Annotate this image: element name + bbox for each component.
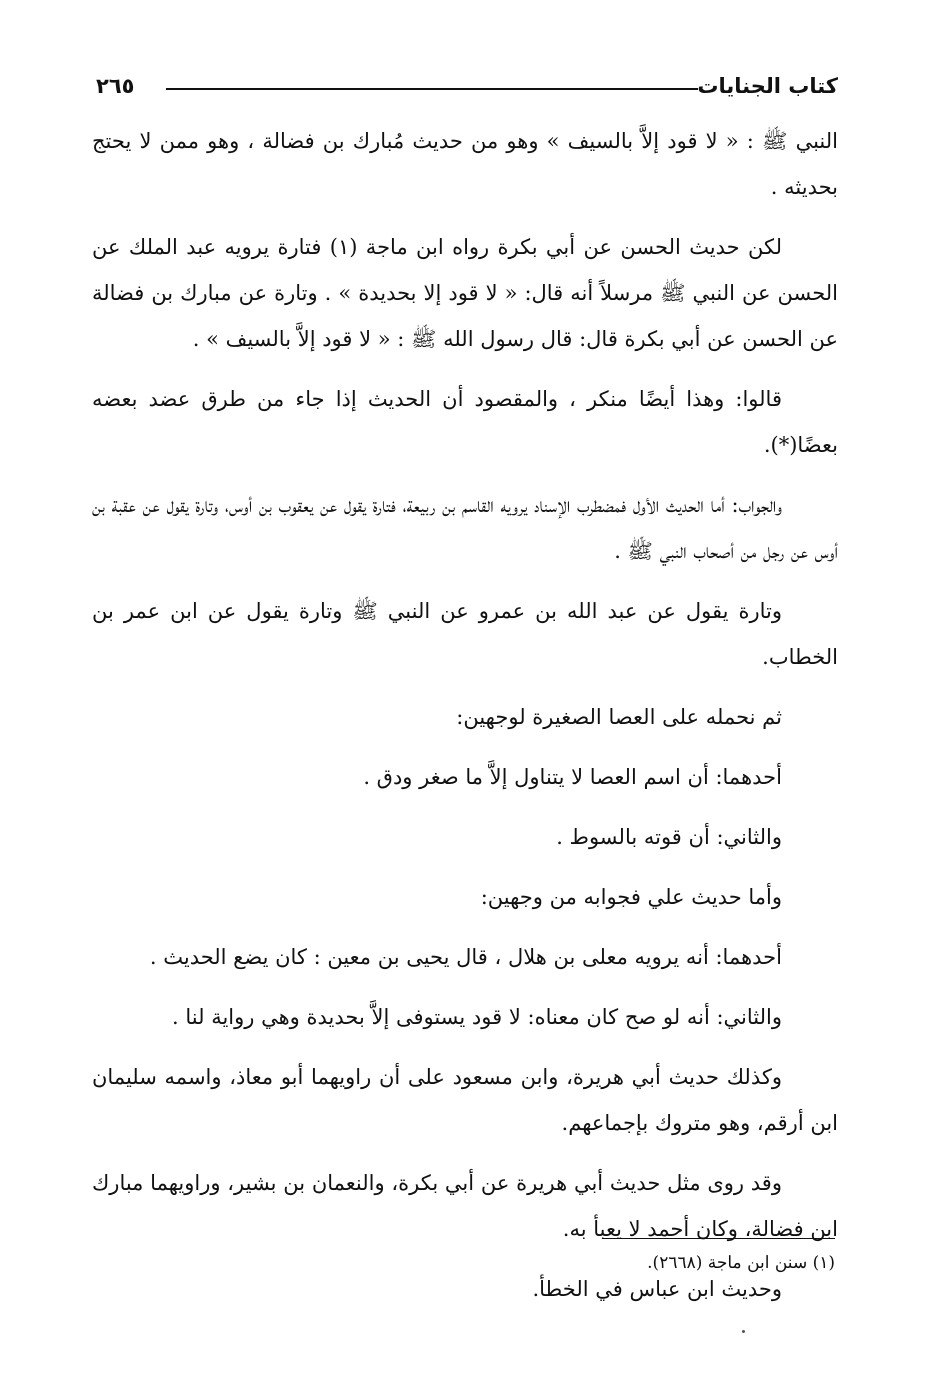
paragraph-7: أحدهما: أن اسم العصا لا يتناول إلاَّ ما صغر ودق . xyxy=(363,765,782,789)
page-number: ٢٦٥ xyxy=(96,74,135,98)
paragraph-4: والجواب: أما الحديث الأول فمضطرب الإسناد يرويه القاسم بن ربيعة، فتارة يقول عن يعقوب بن أوس، وتارة يقول عن عقبة بن أوس عن رجل من أصحاب النبي ﷺ . xyxy=(92,493,838,563)
header-rule xyxy=(166,88,698,90)
scan-speck xyxy=(742,1330,745,1333)
paragraph-2: لكن حديث الحسن عن أبي بكرة رواه ابن ماجة (١) فتارة يرويه عبد الملك عن الحسن عن النبي ﷺ مرسلاً أنه قال: « لا قود إلا بحديدة » . وتارة عن مبارك بن فضالة عن الحسن عن أبي بكرة قال: قال رسول الله ﷺ : « لا قود إلاَّ بالسيف » . xyxy=(92,235,838,351)
paragraph-12: وكذلك حديث أبي هريرة، وابن مسعود على أن راويهما أبو معاذ، واسمه سليمان ابن أرقم، وهو متروك بإجماعهم. xyxy=(92,1065,838,1135)
paragraph-3: قالوا: وهذا أيضًا منكر ، والمقصود أن الحديث إذا جاء من طرق عضد بعضه بعضًا(*). xyxy=(92,387,838,457)
paragraph-9: وأما حديث علي فجوابه من وجهين: xyxy=(480,885,782,909)
paragraph-6: ثم نحمله على العصا الصغيرة لوجهين: xyxy=(456,705,782,729)
paragraph-13: وقد روى مثل حديث أبي هريرة عن أبي بكرة، والنعمان بن بشير، وراويهما مبارك ابن فضالة، وكان أحمد لا يعبأ به. xyxy=(92,1171,838,1241)
main-text xyxy=(92,118,838,1326)
footnote-rule xyxy=(603,1238,835,1239)
paragraph-10: أحدهما: أنه يرويه معلى بن هلال ، قال يحيى بن معين : كان يضع الحديث . xyxy=(149,945,782,969)
paragraph-1: النبي ﷺ : « لا قود إلاَّ بالسيف » وهو من حديث مُبارك بن فضالة ، وهو ممن لا يحتج بحديثه . xyxy=(92,129,838,199)
footnote: (١) سنن ابن ماجة (٢٦٦٨). xyxy=(647,1253,835,1273)
paragraph-5: وتارة يقول عن عبد الله بن عمرو عن النبي ﷺ وتارة يقول عن ابن عمر بن الخطاب. xyxy=(92,599,838,669)
running-header xyxy=(96,74,838,104)
chapter-title: كتاب الجنايات xyxy=(697,74,838,98)
paragraph-11: والثاني: أنه لو صح كان معناه: لا قود يستوفى إلاَّ بحديدة وهي رواية لنا . xyxy=(172,1005,782,1029)
paragraph-8: والثاني: أن قوته بالسوط . xyxy=(556,825,782,849)
paragraph-14: وحديث ابن عباس في الخطأ. xyxy=(532,1277,782,1301)
